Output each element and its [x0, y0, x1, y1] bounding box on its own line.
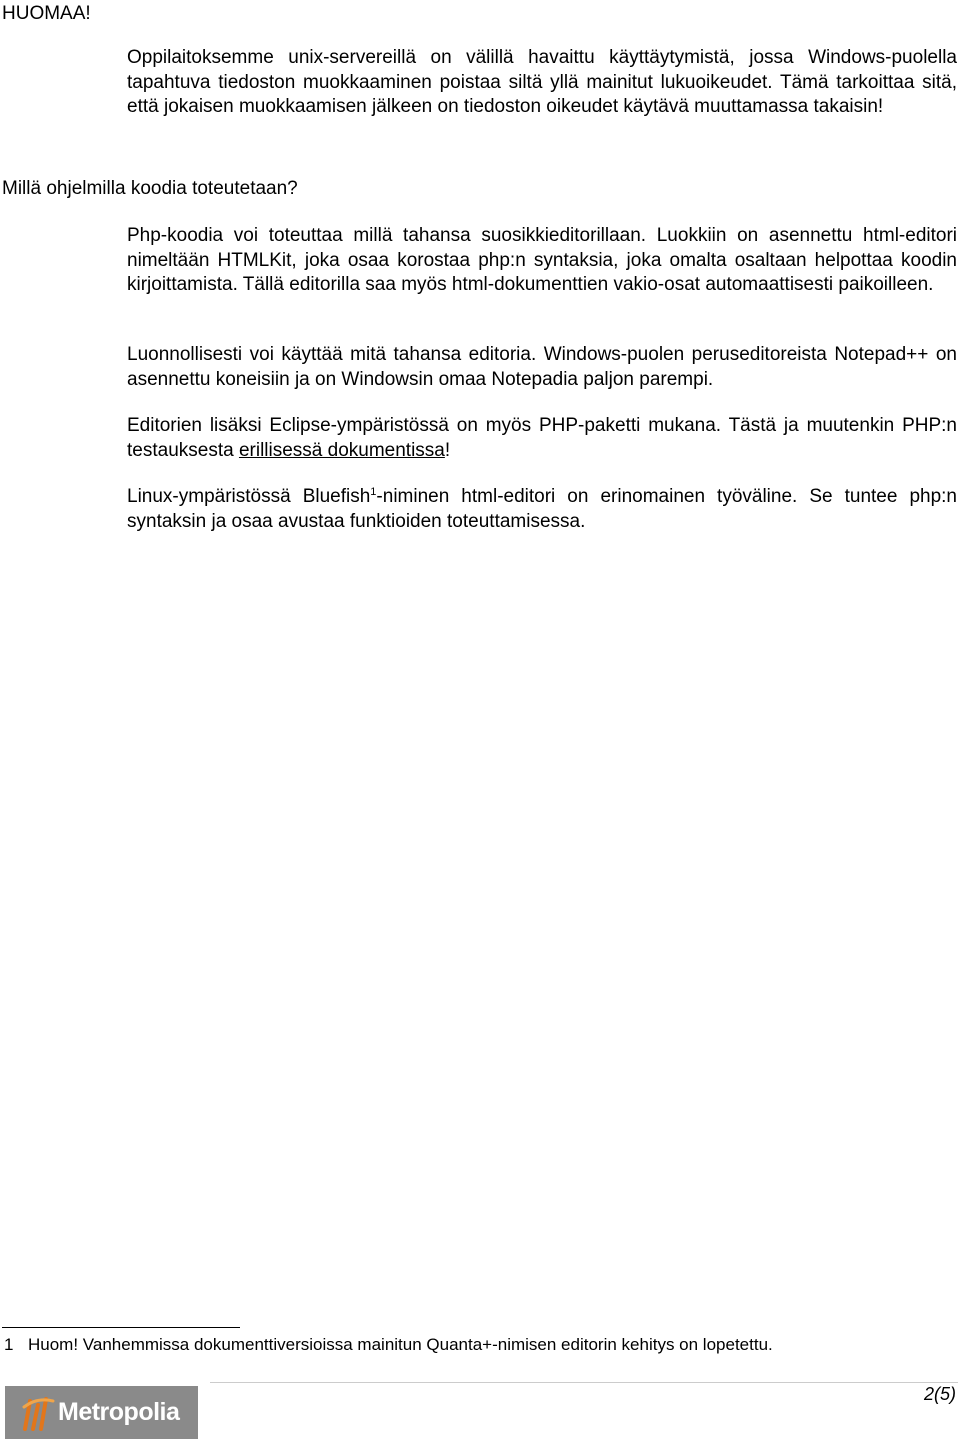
metropolia-logo — [5, 1386, 198, 1439]
bluefish-paragraph — [127, 485, 957, 534]
footnote-reference[interactable]: 1 — [370, 486, 377, 498]
metropolia-mark-icon — [21, 1395, 55, 1431]
eclipse-paragraph — [127, 414, 957, 463]
footer-separator — [210, 1382, 958, 1383]
logo-text: Metropolia — [58, 1398, 180, 1426]
footnote — [4, 1334, 773, 1356]
bluefish-text-end: -niminen html-editori on erinomainen työväline. Se tuntee php:n syntaksin ja osaa avustaa funktioiden toteuttamisessa. — [127, 486, 957, 532]
notice-heading: HUOMAA! — [2, 3, 91, 24]
bluefish-text-start: Linux-ympäristössä Bluefish — [127, 486, 371, 507]
footnote-separator — [2, 1327, 240, 1328]
footnote-text: Huom! Vanhemmissa dokumenttiversioissa mainitun Quanta+-nimisen editorin kehitys on lopetettu. — [28, 1335, 773, 1354]
htmlkit-paragraph: Php-koodia voi toteuttaa millä tahansa suosikkieditorillaan. Luokkiin on asennettu html-editori nimeltään HTMLKit, joka osaa korostaa php:n syntaksia, joka omalta osaltaan helpottaa koodin kirjoittamista. Tällä editorilla saa myös html-dokumenttien vakio-osat automaattisesti paikoilleen. — [127, 225, 957, 295]
eclipse-text-start: Editorien lisäksi Eclipse-ympäristössä on myös PHP-paketti mukana. Tästä ja muutenkin PHP:n testauksesta — [127, 415, 957, 461]
footnote-number: 1 — [4, 1335, 14, 1354]
eclipse-text-end: ! — [444, 439, 451, 461]
programs-heading: Millä ohjelmilla koodia toteutetaan? — [2, 178, 298, 199]
separate-document-link[interactable]: erillisessä dokumentissa — [238, 439, 445, 461]
notice-paragraph: Oppilaitoksemme unix-servereillä on välillä havaittu käyttäytymistä, jossa Windows-puolella tapahtuva tiedoston muokkaaminen poistaa siltä yllä mainitut lukuoikeudet. Tämä tarkoittaa sitä, että jokaisen muokkaamisen jälkeen on tiedoston oikeudet käytävä muuttamassa takaisin! — [127, 47, 957, 117]
page-number: 2(5) — [923, 1384, 956, 1404]
notepad-paragraph: Luonnollisesti voi käyttää mitä tahansa editoria. Windows-puolen peruseditoreista Notepad++ on asennettu koneisiin ja on Windowsin omaa Notepadia paljon parempi. — [127, 344, 957, 390]
